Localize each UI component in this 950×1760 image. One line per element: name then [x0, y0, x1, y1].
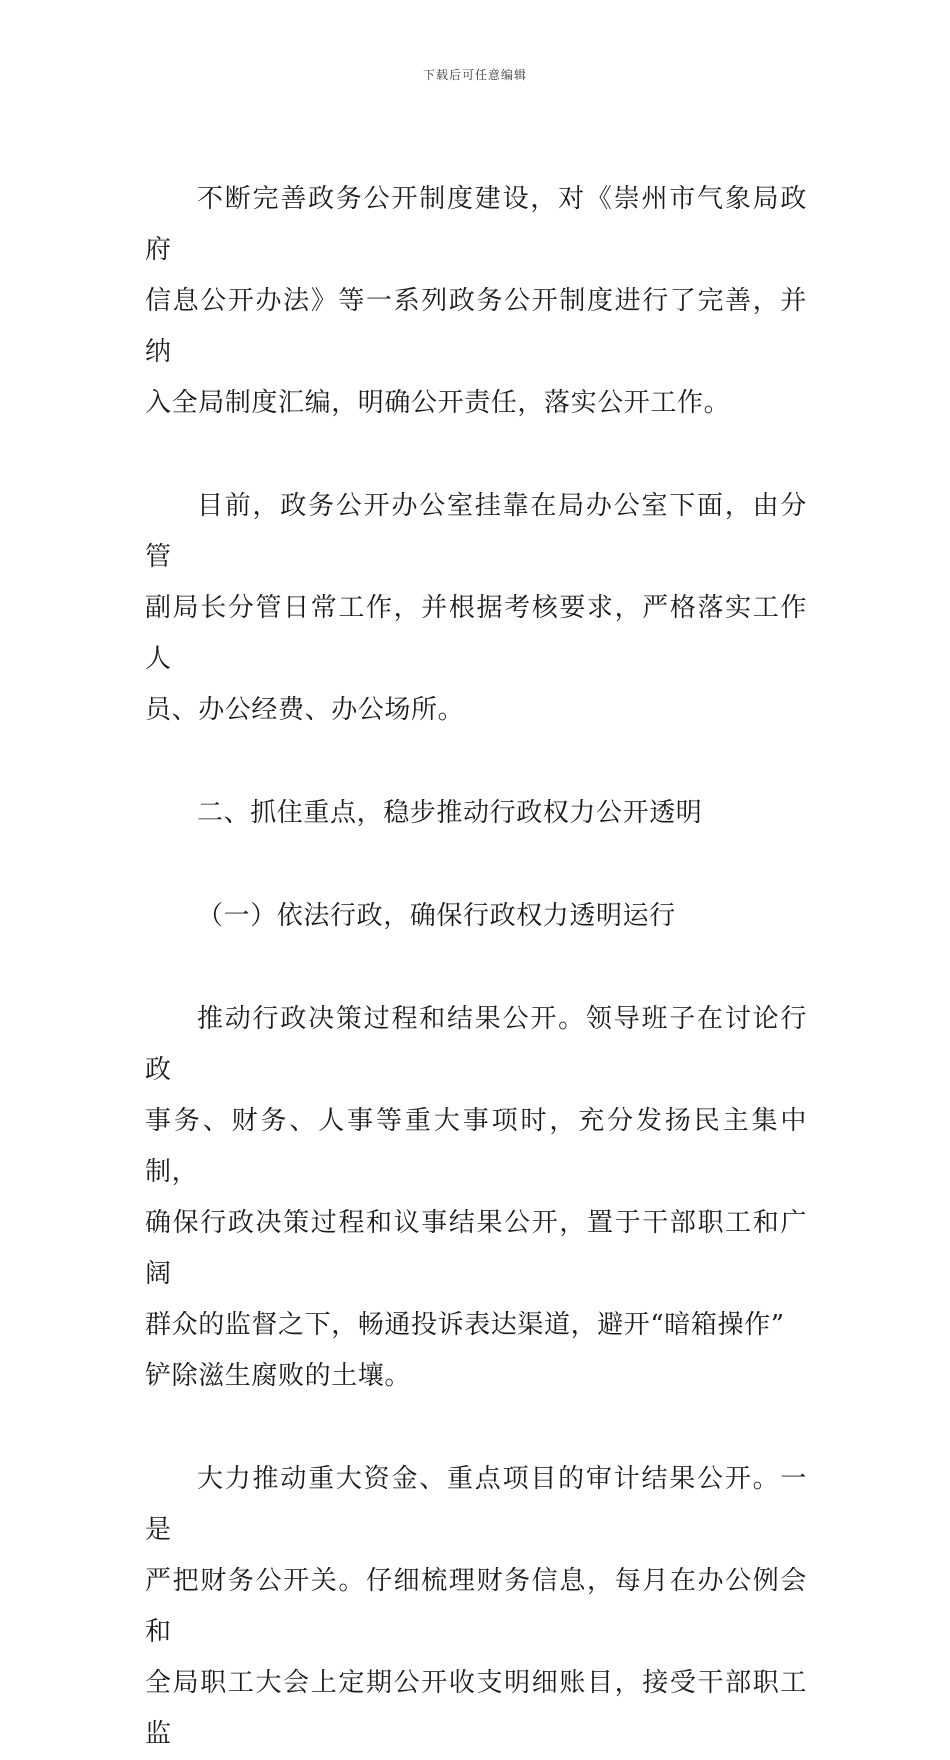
text-line: （一）依法行政，确保行政权力透明运行 — [197, 901, 676, 931]
paragraph-audit-disclosure — [145, 1454, 807, 1760]
document-body — [145, 174, 807, 1760]
page-header: 下载后可任意编辑 — [422, 68, 527, 82]
text-line: 信息公开办法》等一系列政务公开制度进行了完善，并纳 — [145, 286, 807, 367]
paragraph-office-setup — [145, 481, 807, 736]
subsection-heading-1 — [145, 891, 807, 942]
section-heading-2 — [145, 788, 807, 839]
text-line: 全局职工大会上定期公开收支明细账目，接受干部职工监 — [145, 1668, 807, 1749]
text-line: 目前，政务公开办公室挂靠在局办公室下面，由分管 — [145, 491, 807, 572]
text-line: 推动行政决策过程和结果公开。领导班子在讨论行政 — [145, 1004, 807, 1085]
text-line: 副局长分管日常工作，并根据考核要求，严格落实工作人 — [145, 593, 807, 674]
text-line: 入全局制度汇编，明确公开责任，落实公开工作。 — [145, 388, 731, 418]
text-line: 群众的监督之下，畅通投诉表达渠道，避开“暗箱操作” — [145, 1310, 785, 1340]
text-line: 不断完善政务公开制度建设，对《崇州市气象局政府 — [145, 184, 807, 265]
text-line: 员、办公经费、办公场所。 — [145, 695, 465, 725]
text-line: 二、抓住重点，稳步推动行政权力公开透明 — [197, 798, 703, 828]
text-line: 大力推动重大资金、重点项目的审计结果公开。一是 — [145, 1464, 807, 1545]
paragraph-decision-disclosure — [145, 994, 807, 1402]
text-line: 确保行政决策过程和议事结果公开，置于干部职工和广阔 — [145, 1208, 807, 1289]
paragraph-disclosure-system — [145, 174, 807, 429]
text-line: 铲除滋生腐败的土壤。 — [145, 1361, 412, 1391]
text-line: 事务、财务、人事等重大事项时，充分发扬民主集中制， — [145, 1106, 807, 1187]
text-line: 严把财务公开关。仔细梳理财务信息，每月在办公例会和 — [145, 1566, 807, 1647]
